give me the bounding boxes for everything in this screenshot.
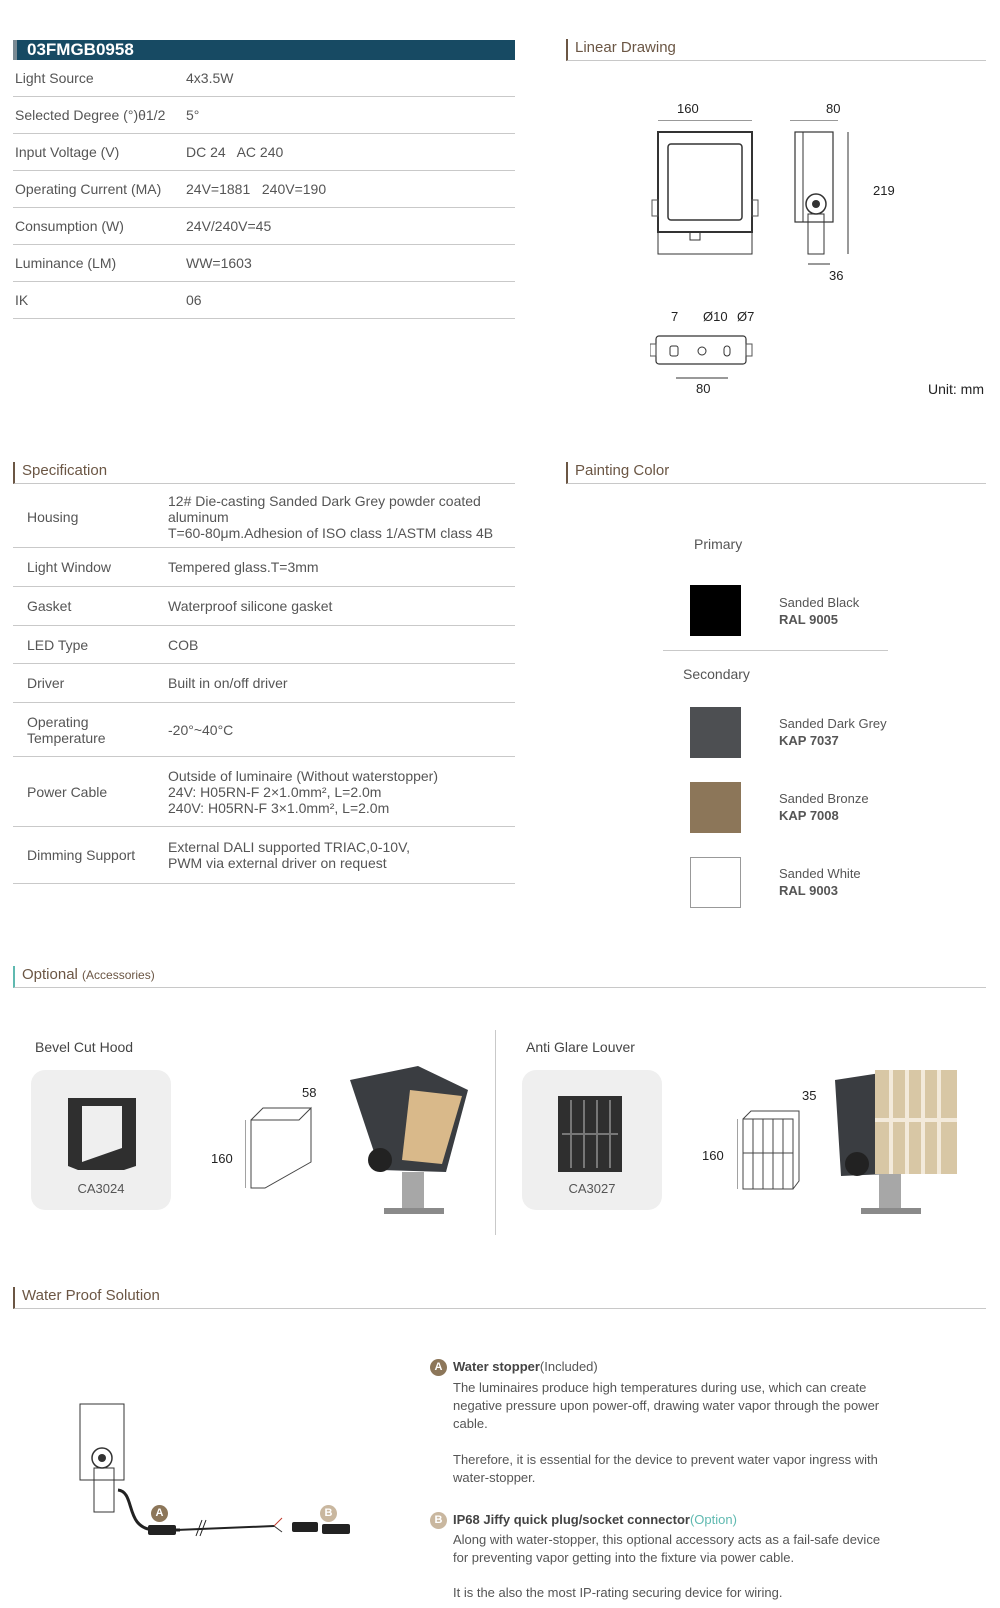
bevel-hood-product-photo	[350, 1060, 475, 1215]
painting-color-heading: Painting Color	[566, 462, 986, 484]
color-label	[779, 865, 861, 899]
secondary-label: Secondary	[683, 666, 750, 682]
water-stopper-title	[453, 1358, 893, 1376]
accessory-name: Bevel Cut Hood	[35, 1039, 134, 1055]
spec-value	[168, 768, 508, 816]
top-width-dim: 80	[696, 381, 711, 396]
spec-row	[13, 664, 515, 703]
property-label: Input Voltage (V)	[15, 144, 120, 160]
property-label: IK	[15, 292, 29, 308]
spec-label: Driver	[27, 675, 65, 691]
spec-line: Outside of luminaire (Without waterstopper)	[168, 767, 438, 784]
water-proof-heading: Water Proof Solution	[13, 1287, 986, 1309]
property-value: 4x3.5W	[186, 70, 234, 86]
property-row	[13, 208, 515, 245]
property-value: 24V/240V=45	[186, 218, 272, 234]
water-stopper-para-2: Therefore, it is essential for the device to prevent water vapor ingress with water-stopper.	[453, 1452, 878, 1485]
connector-title	[453, 1511, 893, 1529]
spec-line: T=60-80μm.Adhesion of ISO class 1/ASTM class 4B	[168, 524, 494, 541]
unit-label: Unit: mm	[928, 381, 984, 397]
spec-line: PWM via external driver on request	[168, 855, 387, 871]
accessory-code: CA3027	[568, 1181, 616, 1196]
color-label	[779, 594, 859, 628]
accessory-depth-dim: 35	[802, 1088, 817, 1103]
top-a-dim: 7	[671, 309, 679, 324]
badge-a: A	[430, 1359, 447, 1376]
spec-label: LED Type	[27, 636, 89, 653]
spec-line: Waterproof silicone gasket	[168, 598, 333, 614]
bevel-hood-drawing	[245, 1100, 325, 1190]
property-label: Luminance (LM)	[15, 255, 117, 271]
bevel-hood-icon	[64, 1090, 140, 1175]
property-value: 06	[186, 292, 202, 308]
property-row	[13, 282, 515, 319]
connector-suffix: (Option)	[689, 1512, 737, 1527]
color-swatch-white	[690, 857, 741, 908]
linear-drawing-heading: Linear Drawing	[566, 39, 986, 61]
color-swatch-dark-grey	[690, 707, 741, 758]
spec-line: COB	[168, 636, 199, 653]
accessory-height-dim: 160	[702, 1148, 724, 1163]
spec-label: Operating Temperature	[27, 713, 106, 746]
color-swatch-bronze	[690, 782, 741, 833]
property-label: Selected Degree (°)θ1/2	[15, 107, 166, 123]
water-stopper-para-1: The luminaires produce high temperatures during use, which can create negative pressure upon power-off, drawing water vapor through the power cable.	[453, 1380, 880, 1431]
base-dim: 36	[829, 268, 844, 283]
spec-line: 240V: H05RN-F 3×1.0mm², L=2.0m	[168, 799, 390, 816]
property-row	[13, 97, 515, 134]
product-code: 03FMGB0958	[13, 40, 515, 60]
property-label: Consumption (W)	[15, 218, 124, 234]
primary-label: Primary	[694, 536, 743, 552]
spec-row	[13, 548, 515, 587]
spec-row	[13, 757, 515, 827]
louver-icon	[558, 1096, 626, 1172]
spec-value	[168, 839, 508, 871]
spec-row	[13, 486, 515, 548]
color-name: Sanded Black	[779, 595, 860, 610]
connector-para-1: Along with water-stopper, this optional accessory acts as a fail-safe device for preventing vapor getting into the fixture via power cable.	[453, 1532, 881, 1565]
badge-b-diagram: B	[320, 1505, 337, 1522]
spec-row	[13, 626, 515, 664]
optional-heading	[13, 966, 986, 988]
color-swatch-black	[690, 585, 741, 636]
top-b-dim: Ø10	[703, 309, 728, 324]
height-dim: 219	[873, 183, 895, 198]
property-value: WW=1603	[186, 255, 252, 271]
optional-subtitle: (Accessories)	[82, 968, 155, 982]
property-value: 5°	[186, 107, 200, 123]
front-side-drawing	[640, 120, 890, 290]
spec-label: Dimming Support	[27, 847, 136, 863]
accessory-name: Anti Glare Louver	[526, 1039, 635, 1055]
water-stopper-title-text: Water stopper	[453, 1359, 540, 1374]
spec-value	[168, 559, 508, 575]
property-row	[13, 60, 515, 97]
spec-value	[168, 675, 508, 691]
accessory-card[interactable]	[522, 1070, 662, 1210]
spec-line: External DALI supported TRIAC,0-10V,	[168, 839, 411, 855]
divider	[663, 650, 888, 651]
color-code: RAL 9005	[779, 612, 839, 627]
property-value: 24V=1881 240V=190	[186, 181, 327, 197]
accessory-depth-dim: 58	[302, 1085, 317, 1100]
property-value: DC 24 AC 240	[186, 144, 284, 160]
spec-line: aluminum	[168, 508, 229, 525]
spec-label: Housing	[27, 508, 79, 525]
water-proof-diagram	[70, 1400, 370, 1545]
spec-line: Tempered glass.T=3mm	[168, 559, 319, 575]
specification-heading: Specification	[13, 462, 515, 484]
color-label	[779, 790, 869, 824]
color-name: Sanded White	[779, 866, 861, 881]
accessory-height-dim: 160	[211, 1151, 233, 1166]
spec-row	[13, 587, 515, 626]
property-label: Light Source	[15, 70, 94, 86]
top-c-dim: Ø7	[737, 309, 755, 324]
spec-value	[168, 637, 508, 653]
spec-row	[13, 703, 515, 757]
accessory-code: CA3024	[77, 1181, 125, 1196]
property-row	[13, 245, 515, 282]
spec-line: 24V: H05RN-F 2×1.0mm², L=2.0m	[168, 783, 382, 800]
property-label: Operating Current (MA)	[15, 181, 162, 197]
color-code: KAP 7037	[779, 733, 839, 748]
property-row	[13, 134, 515, 171]
side-width-dim: 80	[826, 101, 841, 116]
spec-value	[168, 722, 508, 738]
spec-line: Built in on/off driver	[168, 675, 288, 691]
spec-value	[168, 598, 508, 614]
spec-line: 12# Die-casting Sanded Dark Grey powder coated	[168, 492, 481, 509]
spec-value	[168, 493, 508, 541]
color-name: Sanded Bronze	[779, 791, 869, 806]
badge-a-diagram: A	[151, 1505, 168, 1522]
louver-drawing	[737, 1105, 807, 1195]
property-row	[13, 171, 515, 208]
spec-row	[13, 827, 515, 884]
color-label	[779, 715, 887, 749]
optional-title: Optional	[22, 966, 78, 983]
color-code: KAP 7008	[779, 808, 839, 823]
color-code: RAL 9003	[779, 883, 839, 898]
color-name: Sanded Dark Grey	[779, 716, 887, 731]
badge-b: B	[430, 1512, 447, 1529]
water-stopper-suffix: (Included)	[539, 1359, 598, 1374]
connector-para-2: It is the also the most IP-rating securing device for wiring.	[453, 1585, 783, 1600]
accessory-card[interactable]	[31, 1070, 171, 1210]
spec-label: Power Cable	[27, 783, 108, 800]
spec-label: Light Window	[27, 559, 112, 575]
spec-label: Gasket	[27, 598, 72, 614]
connector-title-text: IP68 Jiffy quick plug/socket connector	[453, 1512, 690, 1527]
accessory-divider	[495, 1030, 496, 1235]
front-width-dim: 160	[677, 101, 699, 116]
spec-line: -20°~40°C	[168, 721, 234, 738]
louver-product-photo	[835, 1066, 965, 1216]
